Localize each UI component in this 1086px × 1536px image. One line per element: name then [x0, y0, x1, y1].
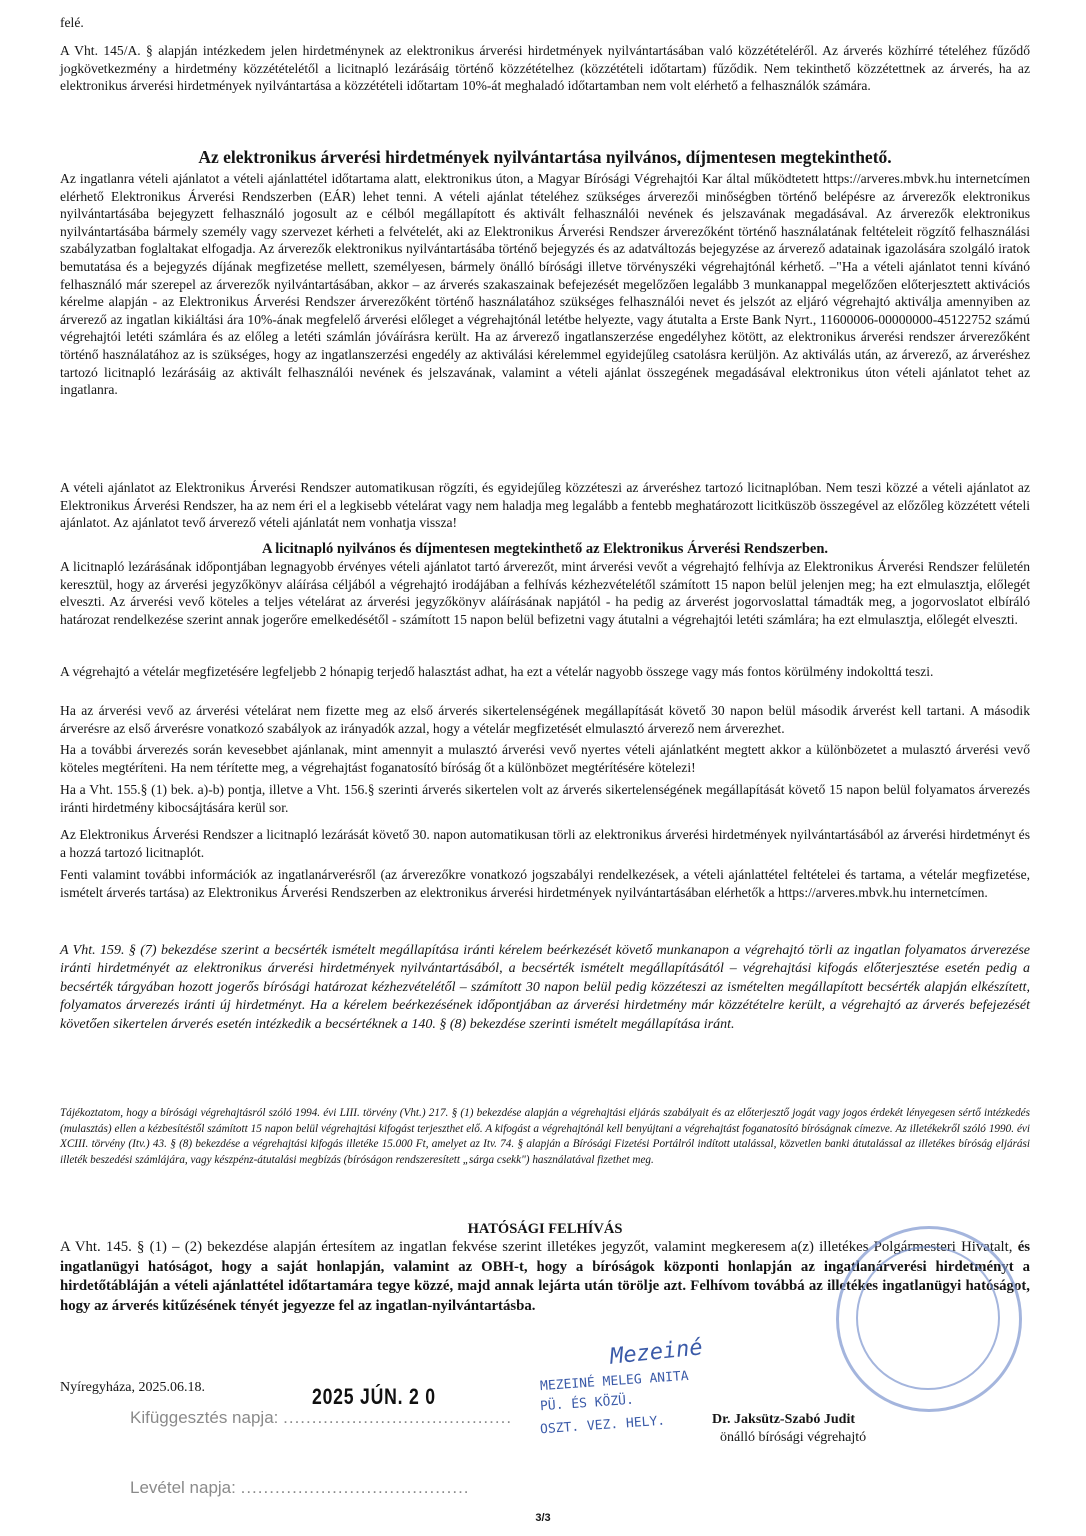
top-fragment: felé. [60, 15, 84, 30]
para-info: Fenti valamint további információk az ingatlanárverésről (az árverezőkre vonatkozó jogszabályi rendelkezések, a vételi ajánlattétel feltételei és tartama, a vételár megfizetése, ismételt árverés tartása) az Elektronikus Árverési Rendszerben az elektronikus árverési hirdetmények nyilvántartásában elérhetők a https://arveres.mbvk.hu internetcímen. [60, 867, 1030, 900]
posted-label: Kifüggesztés napja: [130, 1408, 279, 1427]
para-vht-159: A Vht. 159. § (7) bekezdése szerint a becsérték ismételt megállapítása iránti kérelem beérkezését követő munkanapon a végrehajtó törli az ingatlan folyamatos árverezése iránti hirdetményét az elektronikus árverési hirdetmények nyilvántartásából, a becsérték ismételt megállapításától – végrehajtási kifogás előterjesztése esetén pedig a becsérték tárgyában hozott jogerős bírósági határozat kézhezvételétől – számított 30 napon belül pedig közzéteszi az ismételten megállapított becsérték alapján elkészített, folyamatos árverezés iránti új hirdetményt. Ha a kérelem beérkezésének időpontjában az árverési hirdetmény már közzétételre került, a végrehajtó az árverés befejezését követően sikertelen árverés esetén intézkedik a becsértéknek a 140. § (8) bekezdése szerinti ismételt megállapítása iránt. [60, 943, 1030, 1032]
removed-date-row [130, 1478, 470, 1498]
removed-label: Levétel napja: [130, 1478, 236, 1497]
place-date: Nyíregyháza, 2025.06.18. [60, 1380, 206, 1395]
para-delete: Az Elektronikus Árverési Rendszer a licitnapló lezárását követő 30. napon automatikusan törli az elektronikus árverési hirdetmények nyilvántartásából az árverési hirdetményt és a hozzá tartozó licitnaplót. [60, 827, 1030, 860]
para-deferral: A végrehajtó a vételár megfizetésére legfeljebb 2 hónapig terjedő halasztást adhat, ha ezt a vételár nagyobb összege vagy más fontos körülmény indokolttá teszi. [60, 664, 934, 679]
handwritten-signature: Mezeiné [608, 1335, 704, 1370]
handwritten-name-line-2: PÜ. ÉS KÖZÜ. [539, 1392, 635, 1415]
para-record: A vételi ajánlatot az Elektronikus Árverési Rendszer automatikusan rögzíti, és egyidejűleg közzéteszi az árveréshez tartozó licitnaplóban. Nem teszi közzé a vételi ajánlatot az Elektronikus Árverési Rendszer, ha az nem éri el a legkisebb vételárat vagy nem haladja meg legalább a fentebb meghatározott licitküszöb összegével az előzőleg közzétett vételi ajánlatot. Az ajánlatot tevő árverező vételi ajánlatát nem vonhatja vissza! [60, 480, 1030, 531]
posted-date-row [130, 1408, 512, 1428]
heading-ear-public: Az elektronikus árverési hirdetmények nyilvántartása nyilvános, díjmentesen megtekinthető. [198, 147, 892, 167]
para-offer: Az ingatlanra vételi ajánlatot a vételi ajánlattétel időtartama alatt, elektronikus úton, a Magyar Bírósági Végrehajtói Kar által működtetett https://arveres.mbvk.hu internetcímen elérhető Elektronikus Árverési Rendszerben (EÁR) lehet tenni. A vételi ajánlat tételéhez szükséges árverezői minőségben történő belépésre az árverezők elektronikus nyilvántartásába bejegyzett felhasználó jogosult az e célból megállapított és aktivált felhasználói nevének és jelszavának megadásával. Az árverezők elektronikus nyilvántartásába bármely személy vagy szervezet kérheti a felvételét, aki az Elektronikus Árverési Rendszer árverezőként történő használatának feltételeit rögzítő felhasználási szabályzatban foglaltakat elfogadja. Az árverezők elektronikus nyilvántartásába történő bejegyzés és az adatváltozás bejegyzése az árverező adatainak igazolására szolgáló iratok bemutatása és a bejegyzés díjának megfizetése mellett, személyesen, bármely önálló bírósági illetve törvényszéki végrehajtónál kérhető. –"Ha a vételi ajánlatot tenni kívánó felhasználó már szerepel az árverezők nyilvántartásában, akkor – az árverés szakaszainak befejezését megelőzően legalább 3 munkanappal megelőzően előterjesztett aktivációs kérelme alapján - az Elektronikus Árverési Rendszer árverezőként történő használatához szükséges felhasználói nevet és jelszót az eljáró végrehajtó aktiválja amennyiben az árverező az ingatlan kikiáltási ára 10%-ának megfelelő árverési előleget a végrehajtónál letétbe helyezte, vagy átutalta a Erste Bank Nyrt., 11600006-00000000-45122752 számú végrehajtói letéti számlára és az előleg a letéti számlán jóváírásra került. Ha az árverező ingatlanszerzése engedélyhez kötött, az elektronikus árverési rendszer árverezőként történő használatához az is szükséges, hogy az ingatlanszerzési engedély az aktiválási kérelemmel egyidejűleg csatolásra kerüljön. Az aktiválás után, az árverező, az árveréshez tartozó licitnapló lezárásáig az aktivált felhasználói nevének és jelszavának, valamint a vételi ajánlat összegének megadásával elektronikus úton vételi ajánlatot tehet az ingatlanra. [60, 171, 1030, 398]
para-intro: A Vht. 145/A. § alapján intézkedem jelen hirdetménynek az elektronikus árverési hirdetmények nyilvántartásában való közzétételéről. Az árverés közhírré tételéhez fűződő jogkövetkezmény a hirdetmény közzétételétől a licitnapló lezárásáig történő közzétételhez (közzétételi időtartam) fűződik. Nem tekinthető közzétettnek az árverés, ha az elektronikus árverési hirdetmények nyilvántartása a közzétételi időtartam 10%-át meghaladó időtartamban nem volt elérhető a felhasználók számára. [60, 43, 1030, 94]
para-difference: Ha a további árverezés során kevesebbet ajánlanak, mint amennyit a mulasztó árverési vevő nyertes vételi ajánlatként megtett akkor a különbözetet a mulasztó árverési vevő köteles megtéríteni. Ha nem térítette meg, a végrehajtást foganatosító bíróság őt a különbözet megtérítésére kötelezi! [60, 742, 1030, 775]
para-legal-notice: Tájékoztatom, hogy a bírósági végrehajtásról szóló 1994. évi LIII. törvény (Vht.) 217. § (1) bekezdése alapján a végrehajtási eljárás szabályait és az előterjesztő jogát vagy jogos érdekét lényegesen sértő intézkedés (mulasztás) ellen a kézbesítéstől számított 15 napon belül végrehajtási kifogást terjeszthet elő. A kifogást a végrehajtónál kell benyújtani a végrehajtást foganatosító bíróságnak címezve. Az illetékekről szóló 1990. évi XCIII. törvény (Itv.) 43. § (8) bekezdése a végrehajtási kifogás illetéke 15.000 Ft, amelyet az Itv. 74. § alapján a Bírósági Fizetési Portálról indított utalással, közvetlen banki átutalással az illetékes bíróság eljárási illeték beszedési számlájára, vagy készpénz-átutalási megbízás (bíróságon rendszeresített „sárga csekk") használatával fizethet meg. [60, 1107, 1030, 1166]
handwritten-name-line-1: MEZEINÉ MELEG ANITA [539, 1368, 690, 1395]
removed-dotted-line: ........................................ [240, 1478, 470, 1497]
posted-date-stamp: 2025 JÚN. 2 0 [312, 1384, 436, 1409]
heading-licitnaplo: A licitnapló nyilvános és díjmentesen megtekinthető az Elektronikus Árverési Rendszerben. [261, 541, 829, 557]
signer-title: önálló bírósági végrehajtó [720, 1430, 867, 1445]
para-authority-bold: és ingatlanügyi hatóságot, hogy a saját honlapján, valamint az OBH-t, hogy a bíróságok központi honlapján az ingatlanárverési hirdetményt a hirdetőtábláján a vételi ajánlattétel időtartamára tegye közzé, majd annak lejárta után törölje azt. Felhívom továbbá az illetékes ingatlanügyi hatóságot, hogy az árverés kitűzésének tényét jegyezze fel az ingatlan-nyilvántartásba. [60, 1239, 1031, 1314]
page-number: 3/3 [535, 1512, 551, 1524]
para-close: A licitnapló lezárásának időpontjában legnagyobb érvényes vételi ajánlatot tartó árverezőt, mint árverési vevőt a végrehajtó felhívja az Elektronikus Árverési Rendszer felületén keresztül, hogy az árverési jegyzőkönyv aláírása céljából a végrehajtó irodájában a felhívás kézhezvételétől számított 15 napon belül jelenjen meg; ha ezt elmulasztja, előlegét elveszti. Az árverési vevő köteles a teljes vételárat az árverési jegyzőkönyv aláírásának napjától - ha pedig az árverést jogorvoslattal támadták meg, a jogorvoslatot elbíráló határozat rendelkezése szerint annak jogerőre emelkedésétől - számított 15 napon belül befizetni vagy átutalni a végrehajtói letéti számlára; ha ezt elmulasztja, előlegét elveszti. [60, 559, 1030, 627]
para-second-auction: Ha az árverési vevő az árverési vételárat nem fizette meg az első árverés sikertelenségének megállapítását követő 30 napon belül második árverést kell tartani. A második árverésre az első árverésre vonatkozó szabályok az irányadók azzal, hogy a vételár megfizetését elmulasztó árverező nem árverezhet. [60, 703, 1030, 736]
official-seal-inner-ring [856, 1246, 1000, 1390]
para-authority-plain: A Vht. 145. § (1) – (2) bekezdése alapján értesítem az ingatlan fekvése szerint illetékes jegyzőt, valamint megkeresem a(z) illetékes Polgármesteri Hivatalt, [60, 1239, 1013, 1255]
heading-authority: HATÓSÁGI FELHÍVÁS [467, 1221, 623, 1237]
posted-dotted-line: ........................................ [283, 1408, 513, 1427]
para-156: Ha a Vht. 155.§ (1) bek. a)-b) pontja, illetve a Vht. 156.§ szerinti árverés sikertelen volt az árverés sikertelenségének megállapítását követő 15 napon belül folyamatos árverezés iránti hirdetmény kibocsájtására kerül sor. [60, 782, 1030, 815]
signer-name: Dr. Jaksütz-Szabó Judit [712, 1412, 856, 1427]
handwritten-name-line-3: OSZT. VEZ. HELY. [539, 1413, 666, 1438]
